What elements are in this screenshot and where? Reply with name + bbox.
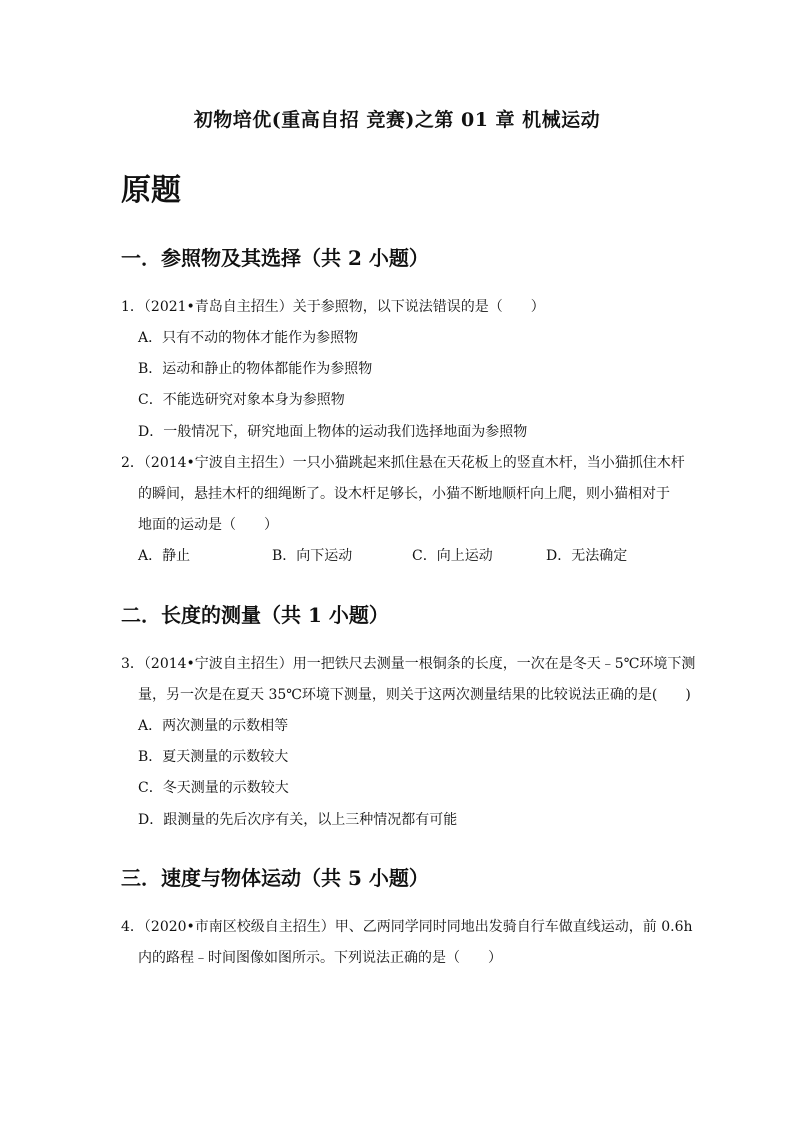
question-2-stem-line-1: 2．（2014•宁波自主招生）一只小猫跳起来抓住悬在天花板上的竖直木杆，当小猫抓住木杆	[121, 455, 685, 471]
section-heading-speed-and-motion: 三．速度与物体运动（共 5 小题）	[121, 866, 429, 890]
question-3-option-d: D．跟测量的先后次序有关，以上三种情况都有可能	[138, 812, 458, 828]
question-2-option-d: D．无法确定	[546, 548, 628, 564]
section-heading-reference-frame: 一．参照物及其选择（共 2 小题）	[121, 246, 429, 270]
original-questions-heading: 原题	[121, 173, 181, 208]
question-3-stem-line-2: 量，另一次是在夏天 35℃环境下测量，则关于这两次测量结果的比较说法正确的是( )	[138, 687, 691, 703]
question-2-option-c: C．向上运动	[412, 548, 493, 564]
question-2-option-a: A．静止	[138, 548, 191, 564]
question-2-stem-line-2: 的瞬间，悬挂木杆的细绳断了。设木杆足够长，小猫不断地顺杆向上爬，则小猫相对于	[138, 486, 670, 502]
question-3-option-a: A．两次测量的示数相等	[138, 718, 289, 734]
question-3-option-c: C．冬天测量的示数较大	[138, 780, 289, 796]
question-1-stem: 1．（2021•青岛自主招生）关于参照物，以下说法错误的是（ ）	[121, 299, 545, 315]
question-2-stem-line-3: 地面的运动是（ ）	[138, 517, 278, 533]
question-1-option-b: B．运动和静止的物体都能作为参照物	[138, 361, 373, 377]
document-title: 初物培优(重高自招 竞赛)之第 01 章 机械运动	[193, 109, 601, 131]
question-4-stem-line-1: 4．（2020•市南区校级自主招生）甲、乙两同学同时同地出发骑自行车做直线运动，前 0.6h	[121, 919, 693, 935]
section-heading-length-measurement: 二．长度的测量（共 1 小题）	[121, 603, 389, 627]
question-1-option-c: C．不能选研究对象本身为参照物	[138, 392, 345, 408]
question-1-option-d: D．一般情况下，研究地面上物体的运动我们选择地面为参照物	[138, 424, 528, 440]
question-1-option-a: A．只有不动的物体才能作为参照物	[138, 330, 359, 346]
question-4-stem-line-2: 内的路程﹣时间图像如图所示。下列说法正确的是（ ）	[138, 950, 502, 966]
question-2-option-b: B．向下运动	[272, 548, 353, 564]
question-3-option-b: B．夏天测量的示数较大	[138, 749, 289, 765]
question-3-stem-line-1: 3．（2014•宁波自主招生）用一把铁尺去测量一根铜条的长度，一次在是冬天﹣5℃环境下测	[121, 656, 696, 672]
